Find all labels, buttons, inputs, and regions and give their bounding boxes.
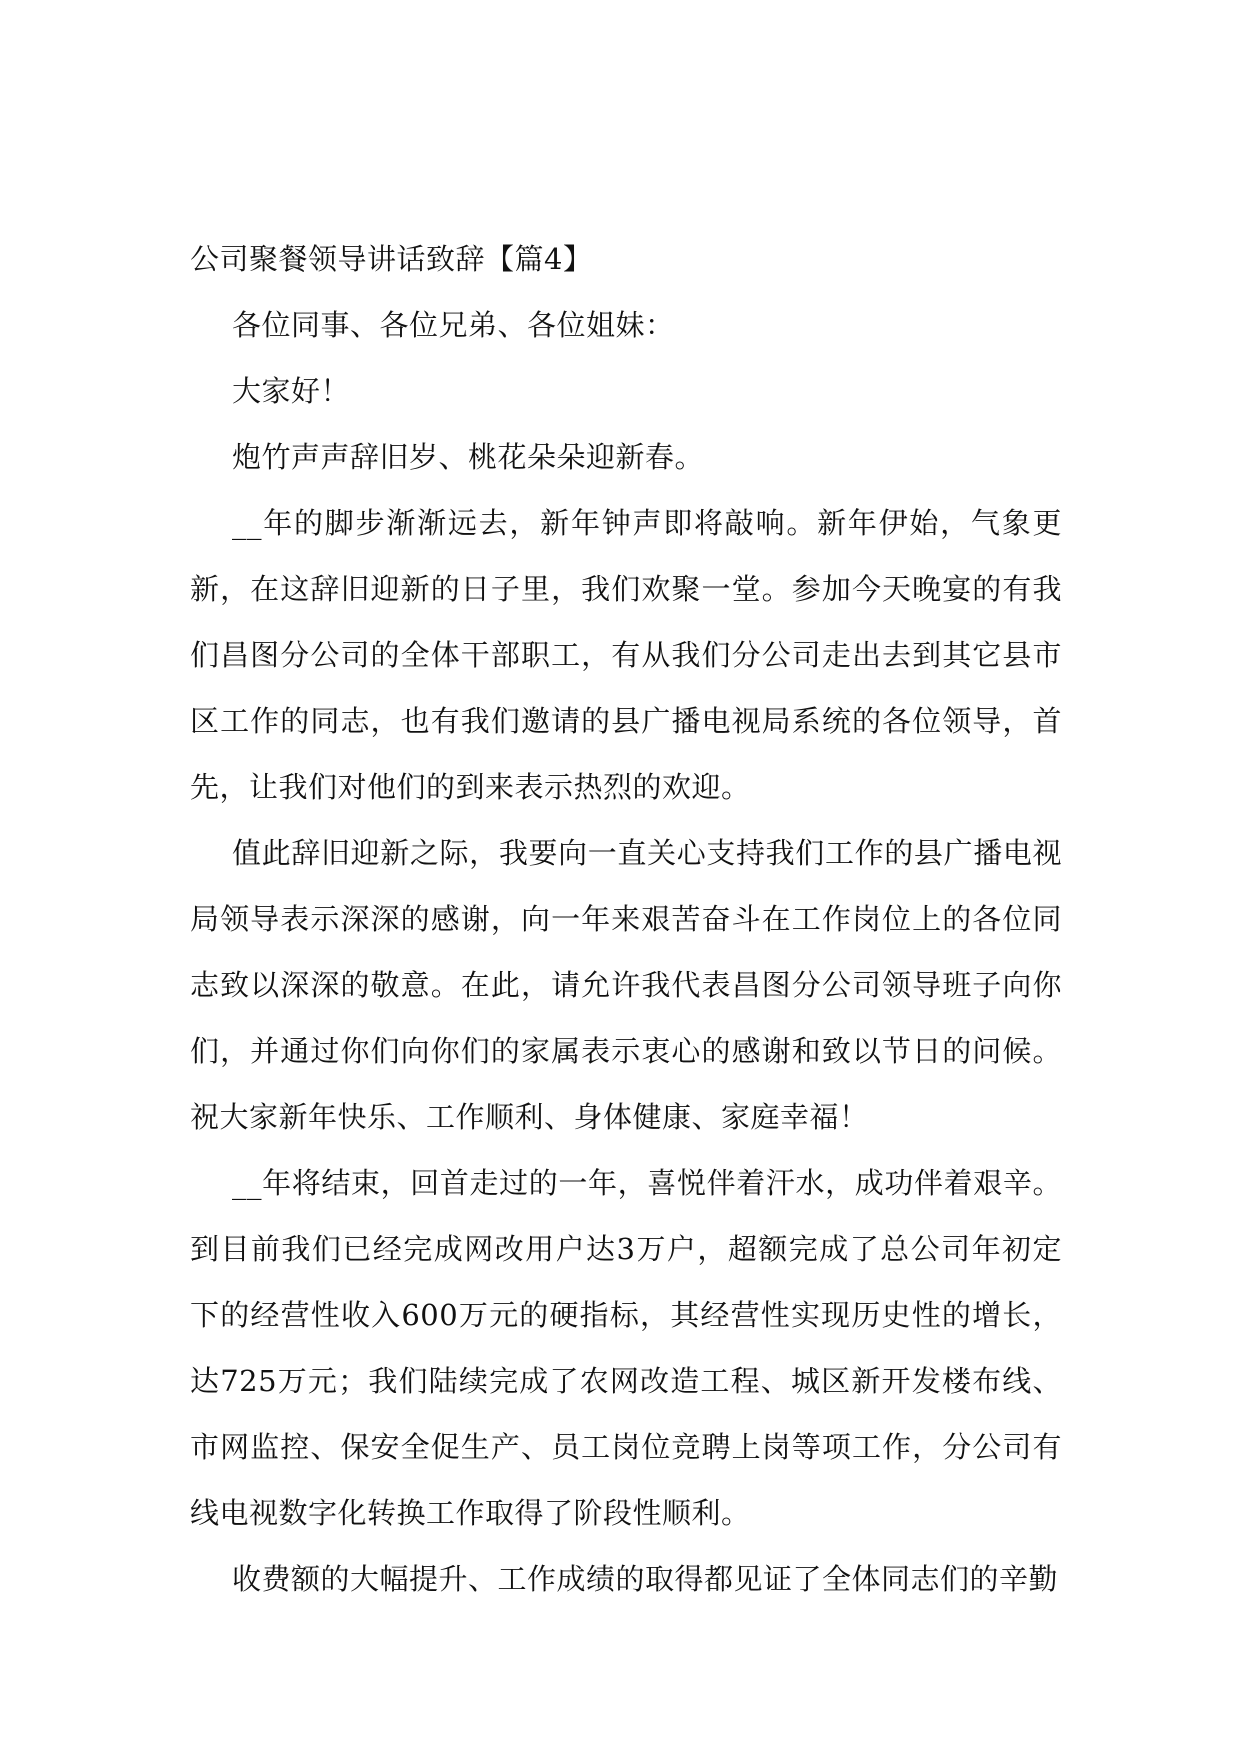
greeting-paragraph: 大家好！	[232, 374, 351, 408]
salutation-paragraph: 各位同事、各位兄弟、各位姐妹：	[232, 308, 675, 342]
welcome-paragraph: __年的脚步渐渐远去，新年钟声即将敲响。新年伊始，气象更新，在这辞旧迎新的日子里，我们欢聚一堂。参加今天晚宴的有我们昌图分公司的全体干部职工，有从我们分公司走出去到其它县市区工作的同志，也有我们邀请的县广播电视局系统的各位领导，首先，让我们对他们的到来表示热烈的欢迎。	[190, 506, 1062, 804]
closing-paragraph: 收费额的大幅提升、工作成绩的取得都见证了全体同志们的辛勤	[232, 1562, 1059, 1596]
couplet-paragraph: 炮竹声声辞旧岁、桃花朵朵迎新春。	[232, 440, 705, 474]
document-body	[190, 226, 1062, 1612]
document-title: 公司聚餐领导讲话致辞【篇4】	[190, 242, 593, 276]
thanks-paragraph: 值此辞旧迎新之际，我要向一直关心支持我们工作的县广播电视局领导表示深深的感谢，向一年来艰苦奋斗在工作岗位上的各位同志致以深深的敬意。在此，请允许我代表昌图分公司领导班子向你们，并通过你们向你们的家属表示衷心的感谢和致以节日的问候。祝大家新年快乐、工作顺利、身体健康、家庭幸福！	[190, 836, 1062, 1134]
achievements-paragraph: __年将结束，回首走过的一年，喜悦伴着汗水，成功伴着艰辛。到目前我们已经完成网改用户达3万户，超额完成了总公司年初定下的经营性收入600万元的硬指标，其经营性实现历史性的增长，达725万元；我们陆续完成了农网改造工程、城区新开发楼布线、市网监控、保安全促生产、员工岗位竞聘上岗等项工作，分公司有线电视数字化转换工作取得了阶段性顺利。	[190, 1166, 1062, 1530]
